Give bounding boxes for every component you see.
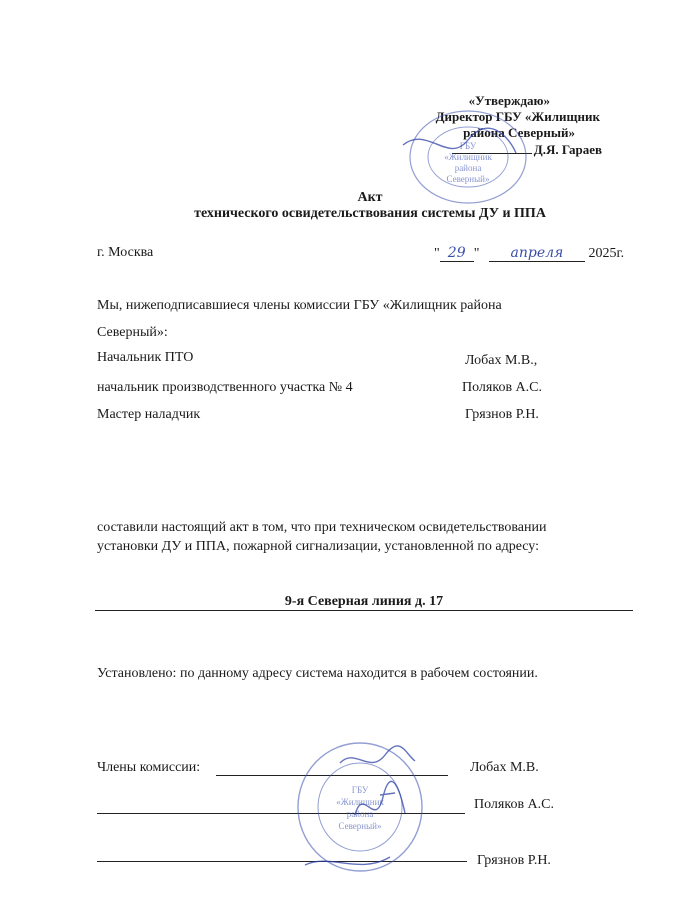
date-line bbox=[434, 245, 624, 262]
stamp-bottom-line1: ГБУ bbox=[351, 785, 369, 795]
address: 9-я Северная линия д. 17 bbox=[284, 594, 444, 609]
stamp-top-line3: района bbox=[454, 163, 482, 173]
member-role-1: Начальник ПТО bbox=[97, 350, 194, 365]
stamp-bottom bbox=[285, 735, 435, 880]
signatures-label: Члены комиссии: bbox=[97, 760, 201, 775]
member-role-3: Мастер наладчик bbox=[97, 407, 201, 422]
date-quote-open: " bbox=[434, 246, 440, 261]
approval-line2: Директор ГБУ «Жилищник bbox=[435, 109, 600, 124]
doc-subtitle: технического освидетельствования системы ДУ и ППА bbox=[194, 206, 546, 221]
member-name-1: Лобах М.В., bbox=[465, 353, 538, 368]
date-day: 29 bbox=[440, 245, 474, 262]
stamp-top-line1: ГБУ bbox=[459, 141, 477, 151]
signature-name-3: Грязнов Р.Н. bbox=[477, 853, 551, 868]
statement-line1: составили настоящий акт в том, что при техническом освидетельствовании bbox=[97, 520, 547, 535]
date-year: 2025г. bbox=[588, 246, 625, 261]
signature-name-2: Поляков А.С. bbox=[474, 797, 555, 812]
stamp-bottom-line4: Северный» bbox=[338, 821, 382, 831]
member-name-3: Грязнов Р.Н. bbox=[465, 407, 539, 422]
intro-line1: Мы, нижеподписавшиеся члены комиссии ГБУ «Жилищник района bbox=[97, 298, 502, 313]
member-role-2: начальник производственного участка № 4 bbox=[97, 380, 353, 395]
member-name-2: Поляков А.С. bbox=[462, 380, 543, 395]
director-name: Д.Я. Гараев bbox=[533, 142, 602, 157]
date-month: апреля bbox=[489, 245, 585, 262]
stamp-bottom-line3: района bbox=[346, 809, 374, 819]
stamp-top-line4: Северный» bbox=[446, 174, 490, 184]
intro-line2: Северный»: bbox=[97, 325, 168, 340]
conclusion: Установлено: по данному адресу система находится в рабочем состоянии. bbox=[97, 666, 538, 681]
statement-line2: установки ДУ и ППА, пожарной сигнализации, установленной по адресу: bbox=[97, 539, 539, 554]
signature-name-1: Лобах М.В. bbox=[470, 760, 539, 775]
date-quote-close: " bbox=[473, 246, 480, 261]
address-line bbox=[95, 592, 633, 611]
approval-title: «Утверждаю» bbox=[468, 93, 550, 108]
signature-mark-3 bbox=[305, 857, 390, 865]
place: г. Москва bbox=[97, 245, 154, 260]
approval-line3: района Северный» bbox=[463, 125, 575, 140]
stamp-bottom-line2: «Жилищник bbox=[336, 797, 384, 807]
stamp-top-line2: «Жилищник bbox=[444, 152, 492, 162]
doc-title: Акт bbox=[357, 190, 383, 205]
signature-mark-1 bbox=[340, 746, 415, 763]
